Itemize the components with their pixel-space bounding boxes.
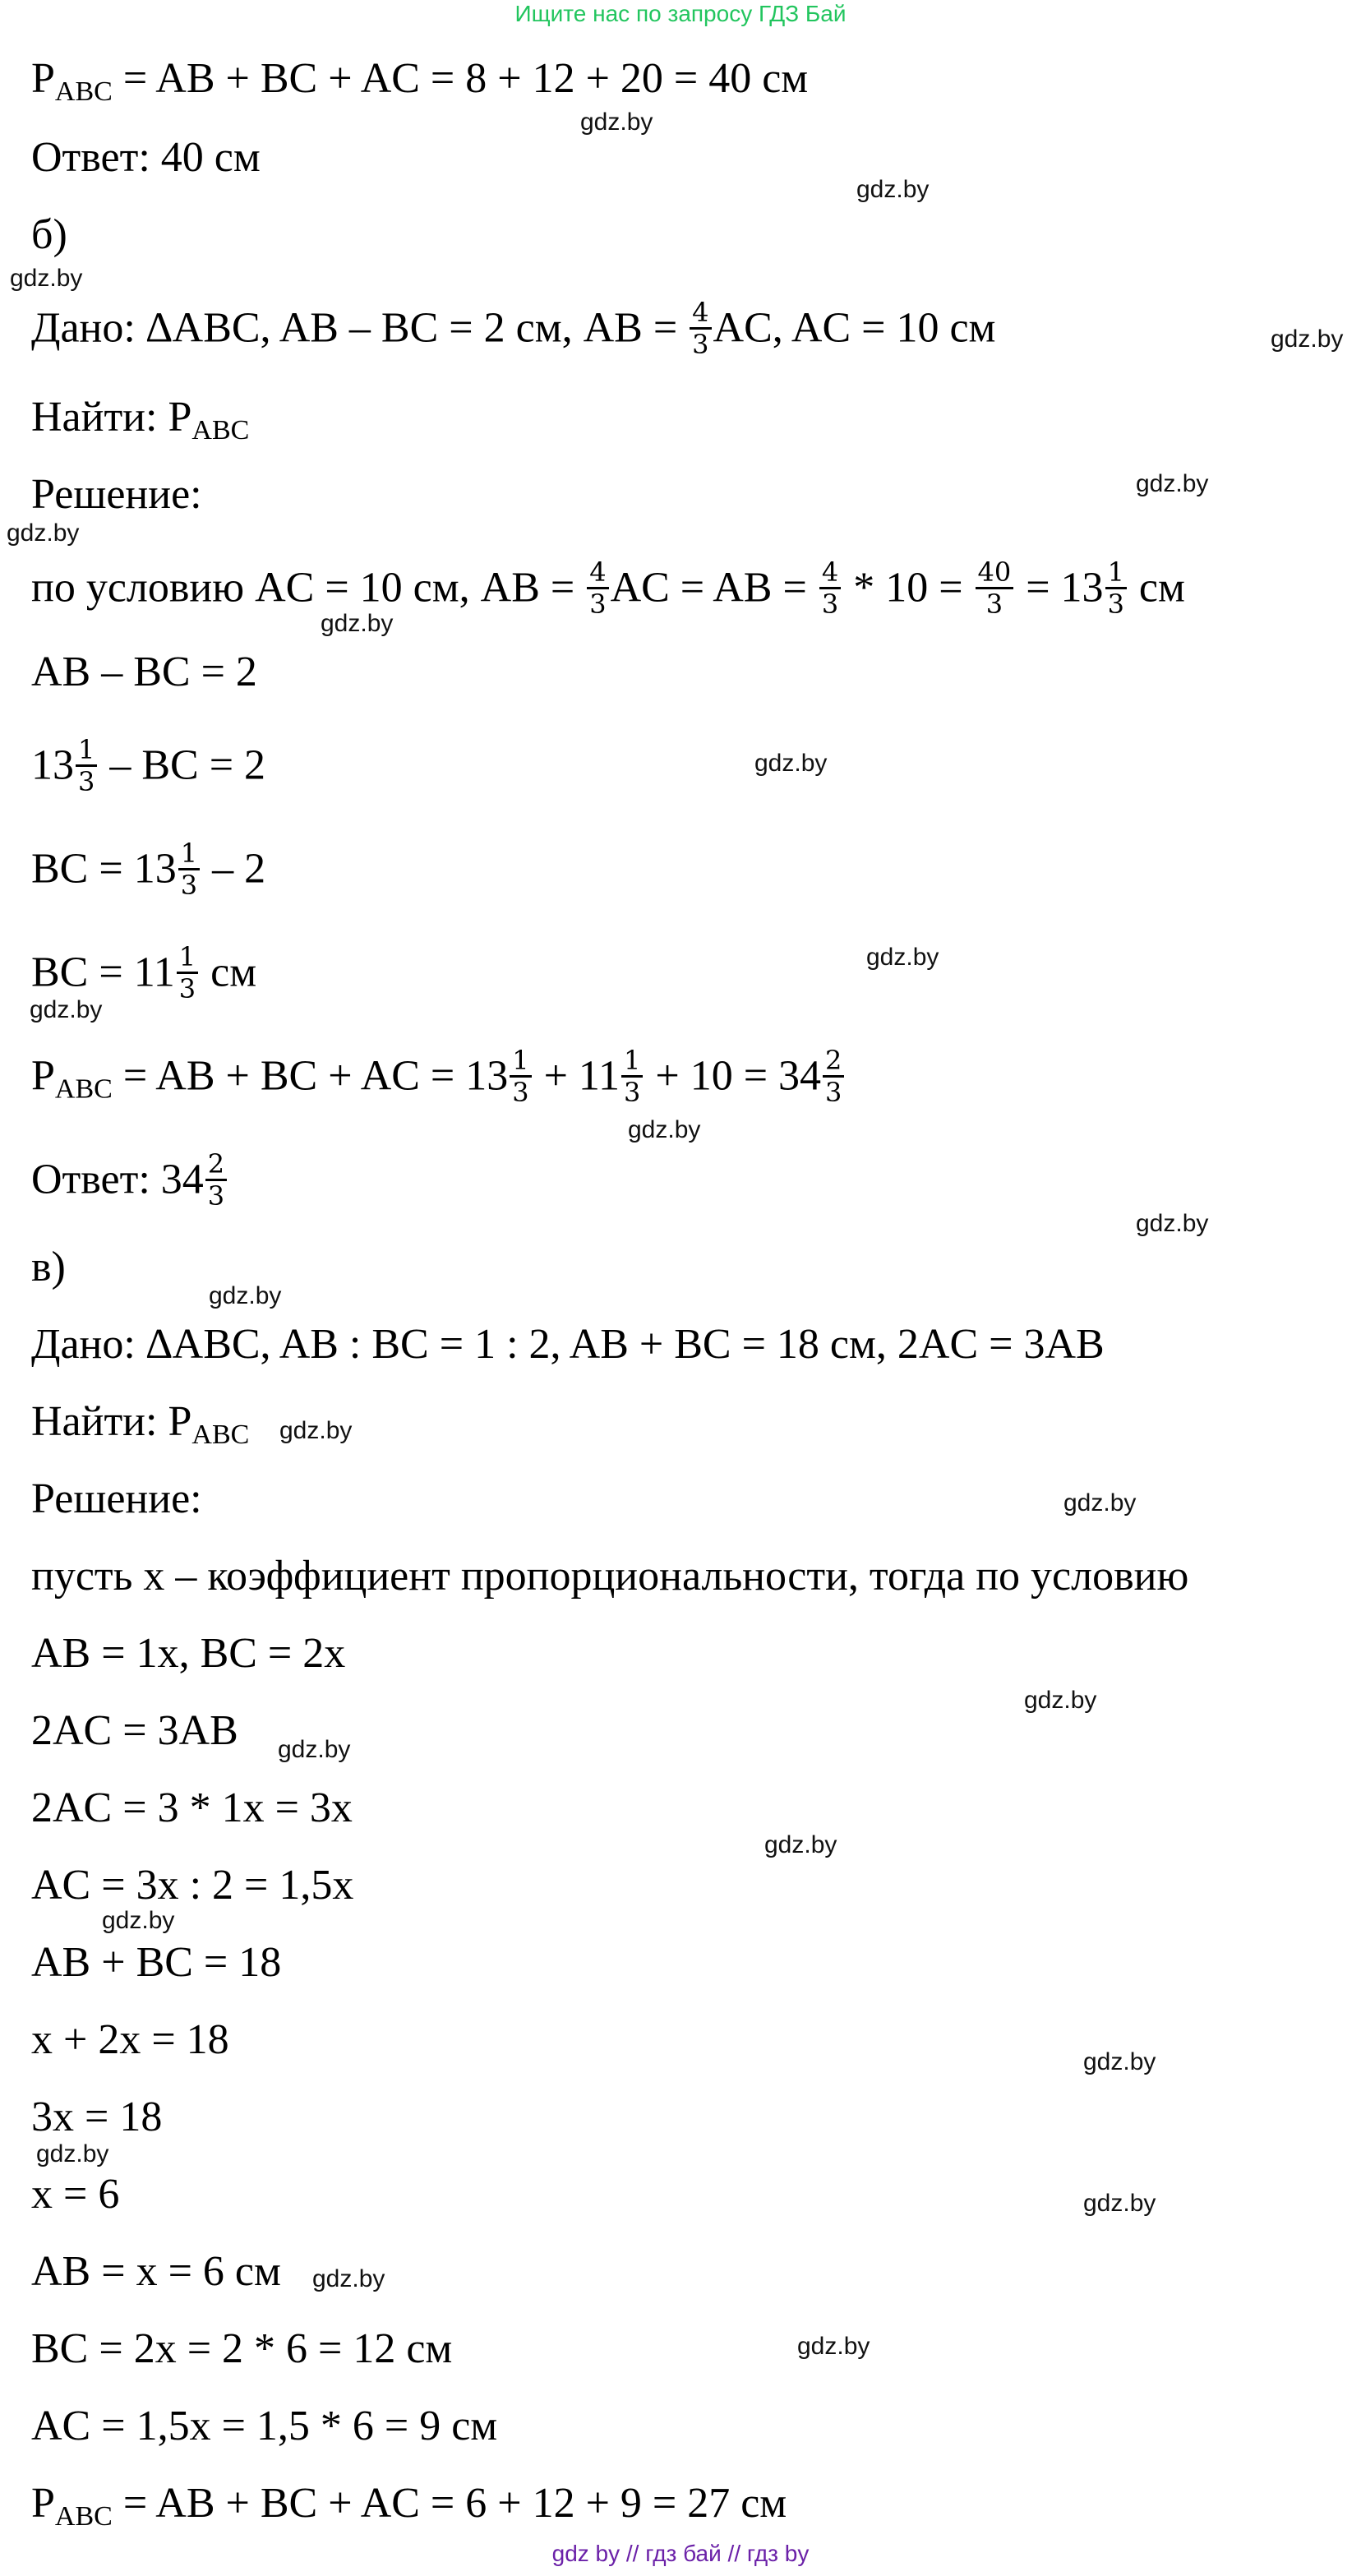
equation-c-8: x = 6 [31, 2171, 120, 2218]
watermark: gdz.by [278, 1736, 351, 1763]
watermark: gdz.by [1136, 470, 1209, 497]
equation-c-1: AB = 1x, BC = 2x [31, 1630, 346, 1677]
condition-c: пусть x – коэффициент пропорциональности, тогда по условию [31, 1553, 1189, 1600]
watermark: gdz.by [279, 1417, 353, 1444]
equation-b-3: BC = 13 $\frac{1}{3}$ – 2 [31, 838, 266, 901]
equation-b-2: 13 $\frac{1}{3}$ – BC = 2 [31, 734, 266, 797]
watermark: gdz.by [866, 944, 939, 971]
given-c: Дано: ∆ABC, AB : BC = 1 : 2, AB + BC = 18 см, 2AC = 3AB [31, 1321, 1105, 1368]
site-banner: Ищите нас по запросу ГДЗ Бай [514, 1, 847, 26]
equation-c-6: x + 2x = 18 [31, 2016, 229, 2063]
equation-c-10: BC = 2x = 2 * 6 = 12 см [31, 2325, 453, 2372]
perimeter-line-b: $P_{ABC}$ = AB + BC + AC = 13 $\frac{1}{3}$ + 11 $\frac{1}{3}$ + 10 = 34 $\frac{2}{3}$ [31, 1049, 846, 1110]
watermark: gdz.by [209, 1282, 282, 1309]
given-b: Дано: ∆ABC, AB – BC = 2 см, AB = $\frac{4}{3}$ AC, AC = 10 см [31, 297, 996, 360]
perimeter-line-c: $P_{ABC}$ = AB + BC + AC = 6 + 12 + 9 = 27 см [31, 2480, 787, 2532]
watermark: gdz.by [764, 1831, 837, 1858]
watermark: gdz.by [856, 176, 930, 203]
equation-c-2: 2AC = 3AB [31, 1707, 238, 1754]
equation-c-7: 3x = 18 [31, 2094, 163, 2140]
answer-b: Ответ: 34 $\frac{2}{3}$ [31, 1152, 228, 1214]
answer-a: Ответ: 40 см [31, 134, 261, 181]
watermark: gdz.by [1136, 1210, 1209, 1237]
watermark: gdz.by [321, 610, 394, 637]
equation-b-4: BC = 11 $\frac{1}{3}$ см [31, 941, 257, 1004]
equation-c-4: AC = 3x : 2 = 1,5x [31, 1862, 354, 1909]
watermark: gdz.by [797, 2333, 870, 2360]
section-c-label: в) [31, 1244, 66, 1290]
equation-b-1: AB – BC = 2 [31, 649, 257, 695]
watermark: gdz.by [1063, 1489, 1137, 1517]
watermark: gdz.by [1024, 1687, 1097, 1714]
watermark: gdz.by [7, 519, 80, 547]
perimeter-line-a: $P_{ABC}$ = AB + BC + AC = 8 + 12 + 20 = 40 см [31, 55, 809, 107]
watermark: gdz.by [1083, 2048, 1156, 2075]
watermark: gdz.by [580, 108, 653, 136]
find-c: Найти: $P_{ABC}$ [31, 1398, 250, 1450]
site-footer: gdz by // гдз бай // гдз by [551, 2541, 810, 2566]
watermark: gdz.by [36, 2140, 109, 2167]
equation-c-3: 2AC = 3 * 1x = 3x [31, 1784, 353, 1831]
watermark: gdz.by [312, 2265, 385, 2292]
watermark: gdz.by [1271, 325, 1344, 353]
solution-c-label: Решение: [31, 1475, 202, 1522]
watermark: gdz.by [754, 750, 828, 777]
watermark: gdz.by [30, 996, 103, 1023]
condition-b: по условию AC = 10 см, AB = $\frac{4}{3}$ AC = AB = $\frac{4}{3}$ * 10 = $\frac{40}{3}$ = 13 $\frac{1}{3}$ см [31, 556, 1185, 620]
watermark: gdz.by [628, 1116, 701, 1143]
section-b-label: б) [31, 211, 67, 258]
watermark: gdz.by [10, 265, 83, 292]
equation-c-9: AB = x = 6 см [31, 2248, 281, 2295]
solution-b-label: Решение: [31, 471, 202, 518]
equation-c-5: AB + BC = 18 [31, 1939, 282, 1986]
equation-c-11: AC = 1,5x = 1,5 * 6 = 9 см [31, 2403, 498, 2449]
watermark: gdz.by [102, 1907, 175, 1934]
find-b: Найти: $P_{ABC}$ [31, 394, 250, 445]
watermark: gdz.by [1083, 2190, 1156, 2217]
